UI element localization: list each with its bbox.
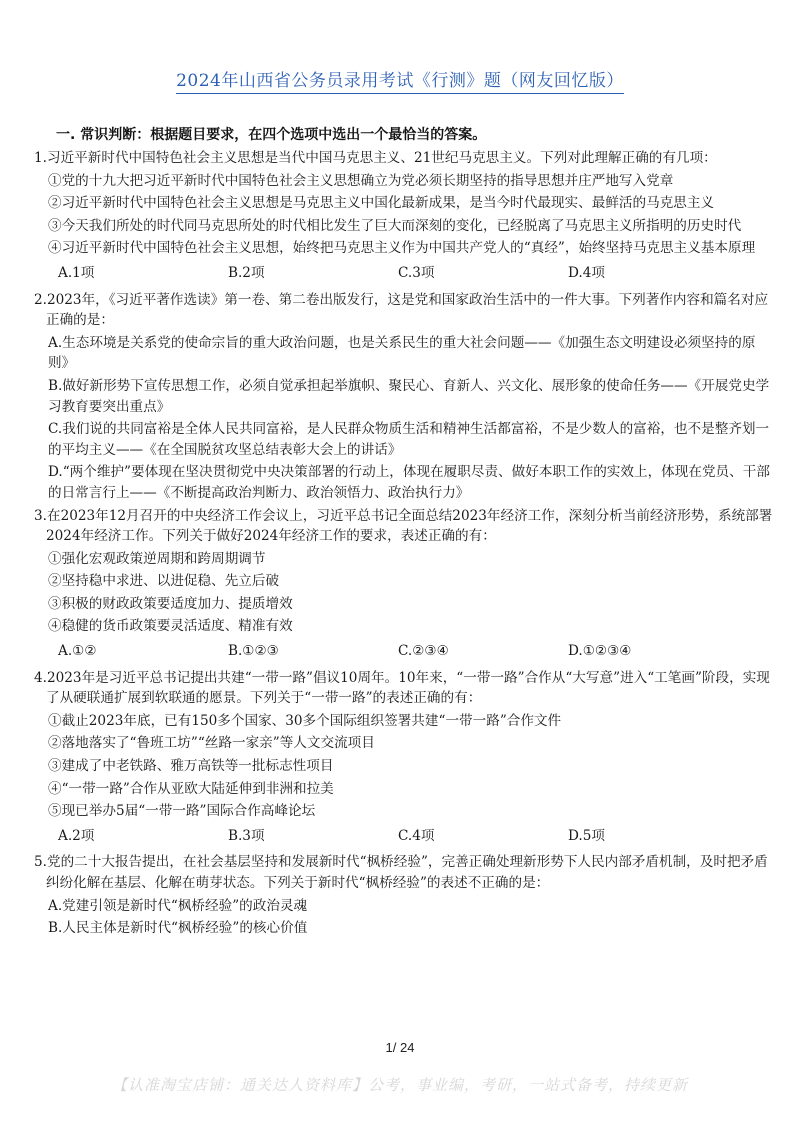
option-a: A.1项 <box>58 264 95 281</box>
option-d: D.“两个维护”要体现在坚决贯彻党中央决策部署的行动上，体现在履职尽责、做好本职工作的实效上，体现在党员、干部的日常言行上——《不断提高政治判断力、政治领悟力、政治执行力》 <box>48 464 770 501</box>
answer-options <box>58 641 774 662</box>
option-a: A.①② <box>58 643 97 660</box>
option-b: B.人民主体是新时代“枫桥经验”的核心价值 <box>48 920 308 937</box>
statement-item: ③建成了中老铁路、雅万高铁等一批标志性项目 <box>48 758 334 775</box>
statement-item: ②坚持稳中求进、以进促稳、先立后破 <box>48 573 280 590</box>
option-c: C.3项 <box>398 264 435 281</box>
option-b: B.①②③ <box>228 643 279 660</box>
option-a: A.党建引领是新时代“枫桥经验”的政治灵魂 <box>48 897 308 914</box>
statement-item: ①强化宏观政策逆周期和跨周期调节 <box>48 550 266 567</box>
question-4 <box>34 668 774 847</box>
statement-item: ③今天我们所处的时代同马克思所处的时代相比发生了巨大而深刻的变化，已经脱离了马克思主义所指明的历史时代 <box>48 217 742 234</box>
statement-item: ⑤现已举办5届“一带一路”国际合作高峰论坛 <box>48 803 316 820</box>
option-b: B.3项 <box>228 827 265 844</box>
statement-item: ④“一带一路”合作从亚欧大陆延伸到非洲和拉美 <box>48 780 334 797</box>
option-c: C.②③④ <box>398 643 449 660</box>
option-b: B.2项 <box>228 264 265 281</box>
answer-options <box>58 263 774 284</box>
document-title-text: 2024年山西省公务员录用考试《行测》题（网友回忆版） <box>176 71 624 94</box>
option-d: D.5项 <box>568 827 605 844</box>
option-d: D.①②③④ <box>568 643 632 660</box>
question-1 <box>34 148 774 284</box>
question-stem: 4.2023年是习近平总书记提出共建“一带一路”倡议10周年。10年来，“一带一路”合作从“大写意”进入“工笔画”阶段，实现了从硬联通扩展到软联通的愿景。下列关于“一带一路”的表述正确的有： <box>34 669 770 707</box>
question-5 <box>34 852 774 938</box>
option-c: C.我们说的共同富裕是全体人民共同富裕，是人民群众物质生活和精神生活都富裕，不是少数人的富裕，也不是整齐划一的平均主义——《在全国脱贫攻坚总结表彰大会上的讲话》 <box>48 421 770 458</box>
option-c: C.4项 <box>398 827 435 844</box>
questions-content <box>34 148 774 941</box>
statement-item: ①党的十九大把习近平新时代中国特色社会主义思想确立为党必须长期坚持的指导思想并庄严地写入党章 <box>48 172 674 189</box>
option-a: A.2项 <box>58 827 95 844</box>
question-stem: 3.在2023年12月召开的中央经济工作会议上，习近平总书记全面总结2023年经济工作，深刻分析当前经济形势，系统部署2024年经济工作。下列关于做好2024年经济工作的要求，表述正确的有： <box>34 507 773 545</box>
statement-item: ①截止2023年底，已有150多个国家、30多个国际组织签署共建“一带一路”合作文件 <box>48 712 562 729</box>
statement-item: ④稳健的货币政策要灵活适度、精准有效 <box>48 618 293 635</box>
page-number: 1/ 24 <box>385 1040 415 1055</box>
question-stem: 5.党的二十大报告提出，在社会基层坚持和发展新时代“枫桥经验”，完善正确处理新形势下人民内部矛盾机制，及时把矛盾纠纷化解在基层、化解在萌芽状态。下列关于新时代“枫桥经验”的表述不正确的是： <box>34 854 768 891</box>
section-heading: 一. 常识判断：根据题目要求，在四个选项中选出一个最恰当的答案。 <box>56 127 487 143</box>
option-a: A.生态环境是关系党的使命宗旨的重大政治问题，也是关系民生的重大社会问题——《加强生态文明建设必须坚持的原则》 <box>48 334 756 372</box>
statement-item: ②落地落实了“鲁班工坊”“丝路一家亲”等人文交流项目 <box>48 735 375 752</box>
document-title <box>0 66 800 91</box>
statement-item: ②习近平新时代中国特色社会主义思想是马克思主义中国化最新成果，是当今时代最现实、最鲜活的马克思主义 <box>48 195 715 212</box>
option-b: B.做好新形势下宣传思想工作，必须自觉承担起举旗帜、聚民心、育新人、兴文化、展形象的使命任务——《开展党史学习教育要突出重点》 <box>48 377 770 415</box>
question-3 <box>34 506 774 662</box>
statement-item: ④习近平新时代中国特色社会主义思想，始终把马克思主义作为中国共产党人的“真经”，始终坚持马克思主义基本原理 <box>48 240 756 257</box>
question-2 <box>34 290 774 504</box>
footer-watermark: 【认准淘宝店铺：通关达人资料库】公考，事业编，考研，一站式备考，持续更新 <box>111 1076 688 1094</box>
option-d: D.4项 <box>568 264 605 281</box>
answer-options <box>58 826 774 847</box>
statement-item: ③积极的财政政策要适度加力、提质增效 <box>48 595 293 612</box>
question-stem: 2.2023年，《习近平著作选读》第一卷、第二卷出版发行，这是党和国家政治生活中的一件大事。下列著作内容和篇名对应正确的是： <box>34 291 769 329</box>
question-stem: 1.习近平新时代中国特色社会主义思想是当代中国马克思主义、21世纪马克思主义。下列对此理解正确的有几项： <box>34 150 717 166</box>
